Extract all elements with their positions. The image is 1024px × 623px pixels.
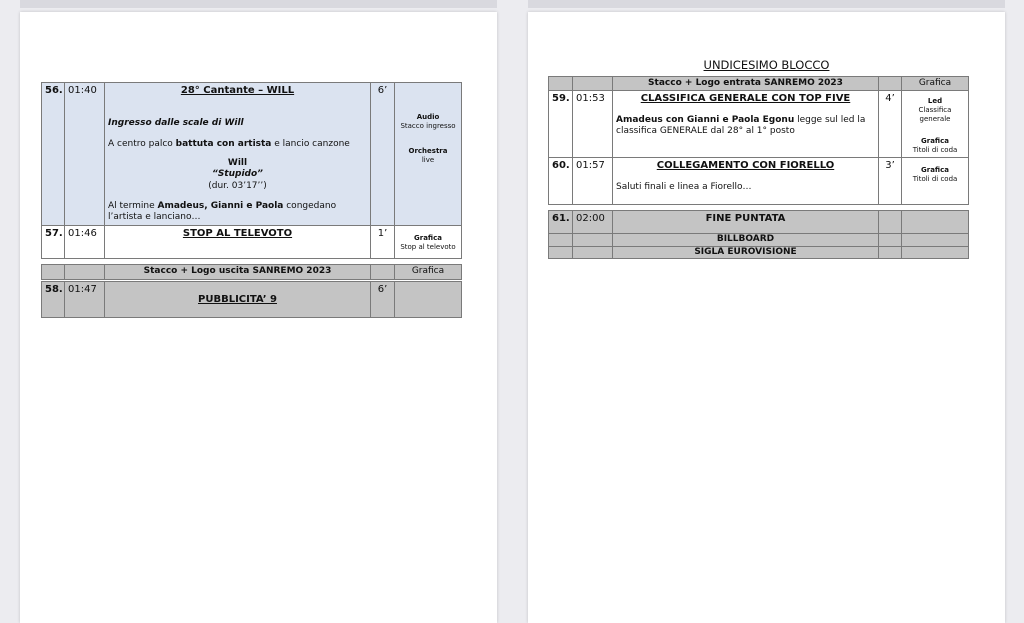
entry-line: Al termine Amadeus, Gianni e Paola congedano l’artista e lanciano… bbox=[108, 200, 337, 222]
entry-number: 59. bbox=[549, 91, 573, 158]
entry-title: FINE PUNTATA bbox=[613, 211, 879, 234]
table-row bbox=[549, 91, 969, 158]
entry-time: 01:57 bbox=[573, 158, 613, 205]
entry-number: 57. bbox=[42, 226, 65, 259]
entry-duration: 6’ bbox=[371, 281, 395, 317]
entry-title: PUBBLICITA’ 9 bbox=[198, 293, 277, 305]
entry-duration: 3’ bbox=[879, 158, 902, 205]
table-row bbox=[549, 158, 969, 205]
entry-time: 01:47 bbox=[65, 281, 105, 317]
block-title: UNDICESIMO BLOCCO bbox=[703, 58, 830, 72]
table-row bbox=[42, 281, 462, 317]
song-title: “Stupido” bbox=[212, 169, 263, 180]
entry-number: 56. bbox=[42, 83, 65, 226]
entry-side-notes: Grafica Stop al televoto bbox=[395, 226, 462, 259]
entry-duration: 1’ bbox=[371, 226, 395, 259]
table-row bbox=[549, 211, 969, 234]
entry-line: Ingresso dalle scale di Will bbox=[108, 117, 244, 128]
entry-content bbox=[105, 226, 371, 259]
rundown-table-right bbox=[548, 76, 969, 259]
table-row bbox=[42, 226, 462, 259]
entry-content bbox=[105, 83, 371, 226]
entry-time: 01:53 bbox=[573, 91, 613, 158]
entry-title: COLLEGAMENTO CON FIORELLO bbox=[656, 160, 835, 172]
entry-time: 01:46 bbox=[65, 226, 105, 259]
entry-line: Saluti finali e linea a Fiorello… bbox=[616, 181, 752, 192]
document-page-left bbox=[20, 12, 497, 623]
entry-duration: 4’ bbox=[879, 91, 902, 158]
artist-name: Will bbox=[227, 158, 248, 168]
table-row bbox=[549, 246, 969, 258]
rundown-table-left bbox=[41, 82, 462, 318]
entry-side-notes: Led Classifica generale Grafica Titoli di coda bbox=[902, 91, 969, 158]
entry-time: 02:00 bbox=[573, 211, 613, 234]
entry-duration: 6’ bbox=[371, 83, 395, 226]
entry-number: 58. bbox=[42, 281, 65, 317]
document-page-right bbox=[528, 12, 1005, 623]
entry-content bbox=[613, 91, 879, 158]
entry-title: STOP AL TELEVOTO bbox=[182, 228, 293, 240]
song-duration: (dur. 03’17’’) bbox=[208, 180, 267, 191]
stacco-side: Grafica bbox=[902, 77, 969, 91]
table-row bbox=[42, 265, 462, 279]
entry-title: CLASSIFICA GENERALE CON TOP FIVE bbox=[640, 93, 851, 105]
entry-side-notes: Audio Stacco ingresso Orchestra live bbox=[395, 83, 462, 226]
table-row bbox=[549, 234, 969, 246]
stacco-label: Stacco + Logo uscita SANREMO 2023 bbox=[105, 265, 371, 279]
billboard-label: BILLBOARD bbox=[613, 234, 879, 246]
entry-line: Amadeus con Gianni e Paola Egonu legge sul led la classifica GENERALE dal 28° al 1° posto bbox=[616, 114, 866, 136]
entry-content bbox=[105, 281, 371, 317]
entry-title: 28° Cantante – WILL bbox=[180, 85, 295, 96]
table-row bbox=[42, 83, 462, 226]
stacco-side: Grafica bbox=[395, 265, 462, 279]
sigla-label: SIGLA EUROVISIONE bbox=[613, 246, 879, 258]
entry-content bbox=[613, 158, 879, 205]
entry-time: 01:40 bbox=[65, 83, 105, 226]
top-strip-right bbox=[528, 0, 1005, 8]
entry-side-notes: Grafica Titoli di coda bbox=[902, 158, 969, 205]
entry-line: A centro palco battuta con artista e lancio canzone bbox=[108, 138, 350, 149]
table-row bbox=[549, 77, 969, 91]
entry-number: 61. bbox=[549, 211, 573, 234]
top-strip-left bbox=[20, 0, 497, 8]
stacco-label: Stacco + Logo entrata SANREMO 2023 bbox=[613, 77, 879, 91]
entry-number: 60. bbox=[549, 158, 573, 205]
